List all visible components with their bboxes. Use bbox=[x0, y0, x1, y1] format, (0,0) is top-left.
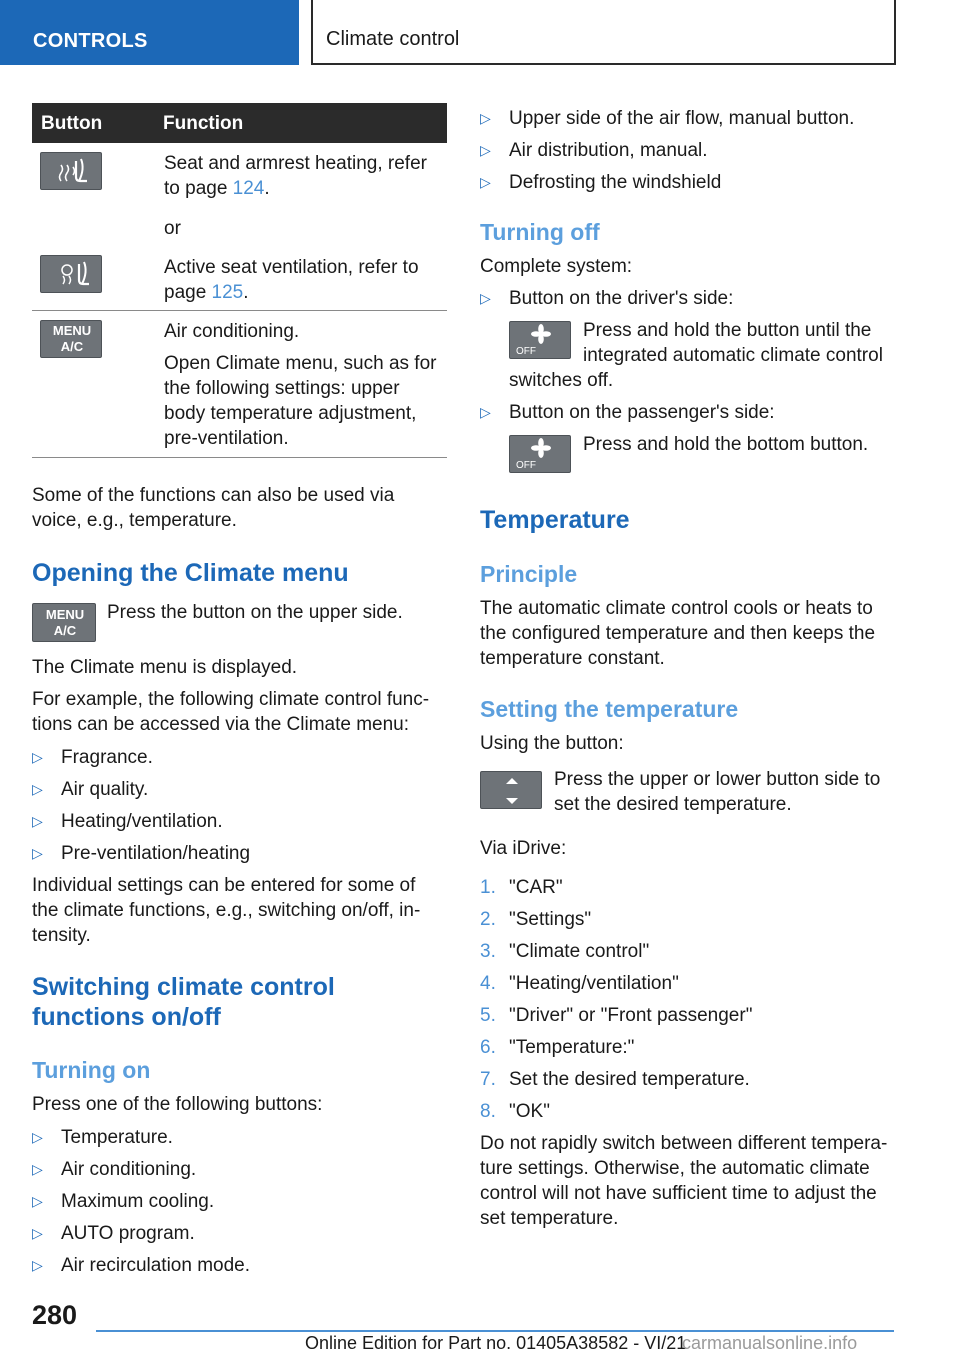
complete-system: Complete system: bbox=[480, 256, 633, 277]
bullet-triangle-icon: ▷ bbox=[32, 781, 43, 797]
individual-p-2: the climate functions, e.g., switching on/off, in- bbox=[32, 900, 421, 921]
fan-off-label: OFF bbox=[516, 346, 536, 357]
example-p-2: tions can be accessed via the Climate menu: bbox=[32, 714, 410, 735]
menu-displayed: The Climate menu is displayed. bbox=[32, 657, 298, 678]
step-number: 3. bbox=[480, 941, 496, 962]
bullet-triangle-icon: ▷ bbox=[32, 1257, 43, 1273]
temperature-rocker-icon bbox=[480, 771, 542, 809]
step-number: 5. bbox=[480, 1005, 496, 1026]
footer-rule bbox=[96, 1330, 894, 1332]
driver-press-1: Press and hold the button until the bbox=[583, 320, 872, 341]
menu-ac-icon-bottom: A/C bbox=[60, 339, 84, 354]
table-col-function: Function bbox=[163, 113, 244, 134]
page-number: 280 bbox=[32, 1300, 78, 1330]
row2-line2 bbox=[164, 280, 249, 305]
press-one: Press one of the following buttons: bbox=[32, 1094, 323, 1115]
list-item-text: Button on the passenger's side: bbox=[509, 402, 775, 423]
bullet-triangle-icon: ▷ bbox=[32, 845, 43, 861]
list-item-text: Button on the driver's side: bbox=[509, 288, 734, 309]
passenger-press: Press and hold the bottom button. bbox=[583, 434, 869, 455]
principle-p-2: the configured temperature and then keeps the bbox=[480, 623, 876, 644]
bullet-triangle-icon: ▷ bbox=[480, 142, 491, 158]
using-button: Using the button: bbox=[480, 733, 624, 754]
step-text: Set the desired temperature. bbox=[509, 1069, 750, 1090]
fan-off-button-icon-passenger bbox=[509, 435, 571, 473]
list-item-text: Fragrance. bbox=[61, 747, 153, 768]
menu-ac-icon-top: MENU bbox=[52, 323, 92, 338]
heading-turning-off: Turning off bbox=[480, 219, 600, 245]
list-item-text: Air distribution, manual. bbox=[509, 140, 708, 161]
voice-p-1: Some of the functions can also be used via bbox=[32, 485, 395, 506]
warning-p-1: Do not rapidly switch between different tempera- bbox=[480, 1133, 888, 1154]
page-link-125[interactable]: 125 bbox=[211, 282, 244, 303]
bullet-triangle-icon: ▷ bbox=[32, 1225, 43, 1241]
step-text: "OK" bbox=[509, 1101, 550, 1122]
table-bottom-rule bbox=[32, 457, 447, 458]
step-number: 7. bbox=[480, 1069, 496, 1090]
table-divider bbox=[32, 310, 447, 311]
menu-ac-button-bottom: A/C bbox=[53, 623, 77, 638]
example-p-1: For example, the following climate control func- bbox=[32, 689, 430, 710]
row3-line5: pre-ventilation. bbox=[164, 428, 289, 449]
individual-p-1: Individual settings can be entered for some of bbox=[32, 875, 416, 896]
step-text: "Heating/ventilation" bbox=[509, 973, 679, 994]
bullet-triangle-icon: ▷ bbox=[32, 1129, 43, 1145]
step-text: "Temperature:" bbox=[509, 1037, 635, 1058]
bullet-triangle-icon: ▷ bbox=[32, 1161, 43, 1177]
list-item-text: Upper side of the air flow, manual button. bbox=[509, 108, 855, 129]
step-number: 2. bbox=[480, 909, 496, 930]
press-upper-2: set the desired temperature. bbox=[554, 794, 792, 815]
footer-watermark[interactable]: carmanualsonline.info bbox=[682, 1333, 858, 1353]
row3-line3: the following settings: upper bbox=[164, 378, 400, 399]
section-tab bbox=[0, 0, 299, 65]
heading-switching-2: functions on/off bbox=[32, 1003, 221, 1031]
step-text: "Climate control" bbox=[509, 941, 650, 962]
row1-line2-prefix: to page bbox=[164, 178, 233, 199]
bullet-triangle-icon: ▷ bbox=[480, 290, 491, 306]
table-header bbox=[32, 103, 447, 143]
list-item-text: Heating/ventilation. bbox=[61, 811, 223, 832]
seat-ventilation-icon bbox=[40, 255, 102, 293]
section-title: CONTROLS bbox=[33, 30, 148, 52]
driver-press-2: integrated automatic climate control bbox=[583, 345, 883, 366]
step-text: "Settings" bbox=[509, 909, 592, 930]
principle-p-3: temperature constant. bbox=[480, 648, 665, 669]
list-item-text: AUTO program. bbox=[61, 1223, 195, 1244]
menu-ac-button-top: MENU bbox=[45, 607, 85, 622]
row1-line2 bbox=[164, 176, 270, 201]
chapter-title: Climate control bbox=[326, 28, 460, 50]
bullet-triangle-icon: ▷ bbox=[32, 749, 43, 765]
row2-line1: Active seat ventilation, refer to bbox=[164, 257, 419, 278]
heading-turning-on: Turning on bbox=[32, 1057, 151, 1083]
warning-p-3: control will not have sufficient time to adjust the bbox=[480, 1183, 877, 1204]
chapter-tab bbox=[311, 0, 896, 65]
row3-line4: body temperature adjustment, bbox=[164, 403, 417, 424]
list-item-text: Pre-ventilation/heating bbox=[61, 843, 251, 864]
bullet-triangle-icon: ▷ bbox=[32, 1193, 43, 1209]
list-item-text: Defrosting the windshield bbox=[509, 172, 722, 193]
table-col-button: Button bbox=[41, 113, 103, 134]
footer-edition: Online Edition for Part no. 01405A38582 - VI/21 bbox=[305, 1333, 687, 1353]
seat-heating-icon bbox=[40, 152, 102, 190]
bullet-triangle-icon: ▷ bbox=[32, 813, 43, 829]
via-idrive: Via iDrive: bbox=[480, 838, 567, 859]
row1-line1: Seat and armrest heating, refer bbox=[164, 153, 427, 174]
press-upper-1: Press the upper or lower button side to bbox=[554, 769, 881, 790]
heading-opening-climate-menu: Opening the Climate menu bbox=[32, 559, 349, 587]
list-item-text: Temperature. bbox=[61, 1127, 173, 1148]
step-text: "CAR" bbox=[509, 877, 563, 898]
principle-p-1: The automatic climate control cools or heats to bbox=[480, 598, 873, 619]
fan-off-button-icon bbox=[509, 321, 571, 359]
row2-line2-prefix: page bbox=[164, 282, 212, 303]
list-item-text: Maximum cooling. bbox=[61, 1191, 215, 1212]
individual-p-3: tensity. bbox=[32, 925, 91, 946]
voice-p-2: voice, e.g., temperature. bbox=[32, 510, 237, 531]
list-item-text: Air recirculation mode. bbox=[61, 1255, 251, 1276]
row2-line2-suffix: . bbox=[243, 282, 249, 303]
row3-line2: Open Climate menu, such as for bbox=[164, 353, 437, 374]
bullet-triangle-icon: ▷ bbox=[480, 110, 491, 126]
warning-p-2: ture settings. Otherwise, the automatic climate bbox=[480, 1158, 870, 1179]
page-link-124[interactable]: 124 bbox=[232, 178, 265, 199]
row1-or: or bbox=[164, 218, 181, 239]
heading-temperature: Temperature bbox=[480, 506, 630, 534]
list-item-text: Air quality. bbox=[61, 779, 149, 800]
heading-setting-temperature: Setting the temperature bbox=[480, 696, 739, 722]
opening-press: Press the button on the upper side. bbox=[107, 602, 403, 623]
step-text: "Driver" or "Front passenger" bbox=[509, 1005, 753, 1026]
fan-off-label: OFF bbox=[516, 460, 536, 471]
list-item-text: Air conditioning. bbox=[61, 1159, 197, 1180]
menu-ac-button-icon bbox=[32, 603, 96, 642]
step-number: 4. bbox=[480, 973, 496, 994]
bullet-triangle-icon: ▷ bbox=[480, 174, 491, 190]
bullet-triangle-icon: ▷ bbox=[480, 404, 491, 420]
heading-principle: Principle bbox=[480, 561, 578, 587]
row1-line2-suffix: . bbox=[264, 178, 270, 199]
heading-switching-1: Switching climate control bbox=[32, 973, 335, 1001]
menu-ac-icon bbox=[40, 320, 102, 358]
driver-press-3: switches off. bbox=[509, 370, 614, 391]
step-number: 8. bbox=[480, 1101, 496, 1122]
step-number: 6. bbox=[480, 1037, 496, 1058]
row3-line1: Air conditioning. bbox=[164, 321, 300, 342]
step-number: 1. bbox=[480, 877, 496, 898]
warning-p-4: set temperature. bbox=[480, 1208, 619, 1229]
